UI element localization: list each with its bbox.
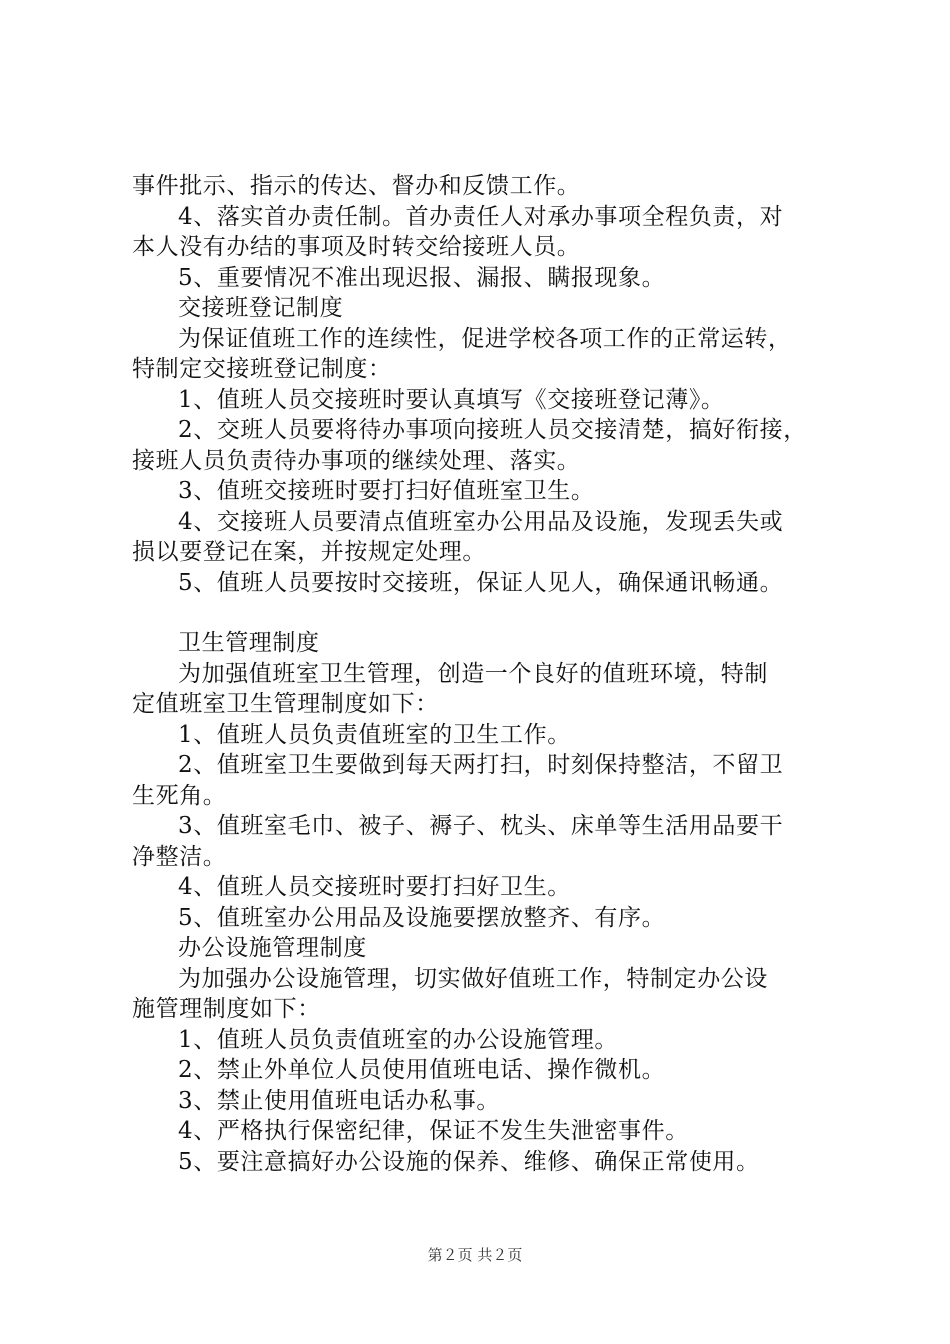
text-line: 5、值班人员要按时交接班，保证人见人，确保通讯畅通。 [178,569,784,596]
section-heading [132,628,837,659]
text-line: 2、禁止外单位人员使用值班电话、操作微机。 [178,1057,666,1083]
text-line: 定值班室卫生管理制度如下： [132,691,439,717]
paragraph [132,1086,837,1117]
text-line: 3、禁止使用值班电话办私事。 [178,1087,501,1114]
text-line: 4、严格执行保密纪律，保证不发生失泄密事件。 [178,1118,689,1144]
paragraph [132,263,837,294]
text-line: 4、值班人员交接班时要打扫好卫生。 [178,874,571,900]
text-line: 交接班登记制度 [178,295,344,321]
text-line: 4、落实首办责任制。首办责任人对承办事项全程负责，对 [178,203,784,230]
text-line: 为保证值班工作的连续性，促进学校各项工作的正常运转， [178,325,792,352]
paragraph [132,872,837,903]
text-line: 卫生管理制度 [178,630,320,656]
page-footer: 第２页 共２页 [427,1246,523,1264]
paragraph-spacer [132,598,837,628]
paragraph [132,568,837,599]
text-line: 5、重要情况不准出现迟报、漏报、瞒报现象。 [178,264,666,291]
text-line: 为加强办公设施管理，切实做好值班工作，特制定办公设 [178,965,768,992]
text-line: 为加强值班室卫生管理，创造一个良好的值班环境，特制 [178,660,768,687]
paragraph [132,171,837,202]
text-line: 2、交班人员要将待办事项向接班人员交接清楚，搞好衔接， [178,417,807,443]
paragraph [132,1025,837,1056]
paragraph [132,659,837,720]
paragraph [132,750,837,811]
text-line: 1、值班人员负责值班室的卫生工作。 [178,721,571,748]
paragraph [132,507,837,568]
paragraph [132,1116,837,1147]
paragraph [132,720,837,751]
text-line: 3、值班交接班时要打扫好值班室卫生。 [178,478,595,504]
text-line: 1、值班人员交接班时要认真填写《交接班登记薄》。 [178,386,725,413]
text-line: 生死角。 [132,782,227,809]
paragraph [132,415,837,476]
paragraph [132,903,837,934]
paragraph [132,385,837,416]
text-line: 本人没有办结的事项及时转交给接班人员。 [132,234,581,260]
text-line: 办公设施管理制度 [178,935,367,961]
text-line: 4、交接班人员要清点值班室办公用品及设施，发现丢失或 [178,508,784,535]
paragraph [132,476,837,507]
paragraph [132,1147,837,1178]
text-line: 损以要登记在案，并按规定处理。 [132,539,486,565]
paragraph [132,964,837,1025]
text-line: 事件批示、指示的传达、督办和反馈工作。 [132,173,581,199]
text-line: 特制定交接班登记制度： [132,356,392,382]
paragraph [132,324,837,385]
text-line: 3、值班室毛巾、被子、褥子、枕头、床单等生活用品要干 [178,813,784,839]
document-body [132,171,837,1177]
text-line: 2、值班室卫生要做到每天两打扫，时刻保持整洁，不留卫 [178,752,784,778]
text-line: 5、值班室办公用品及设施要摆放整齐、有序。 [178,904,666,931]
paragraph [132,202,837,263]
text-line: 接班人员负责待办事项的继续处理、落实。 [132,447,581,474]
text-line: 施管理制度如下： [132,996,321,1022]
paragraph [132,811,837,872]
text-line: 净整洁。 [132,843,227,870]
section-heading [132,933,837,964]
text-line: 1、值班人员负责值班室的办公设施管理。 [178,1026,619,1053]
section-heading [132,293,837,324]
paragraph [132,1055,837,1086]
text-line: 5、要注意搞好办公设施的保养、维修、确保正常使用。 [178,1148,760,1175]
